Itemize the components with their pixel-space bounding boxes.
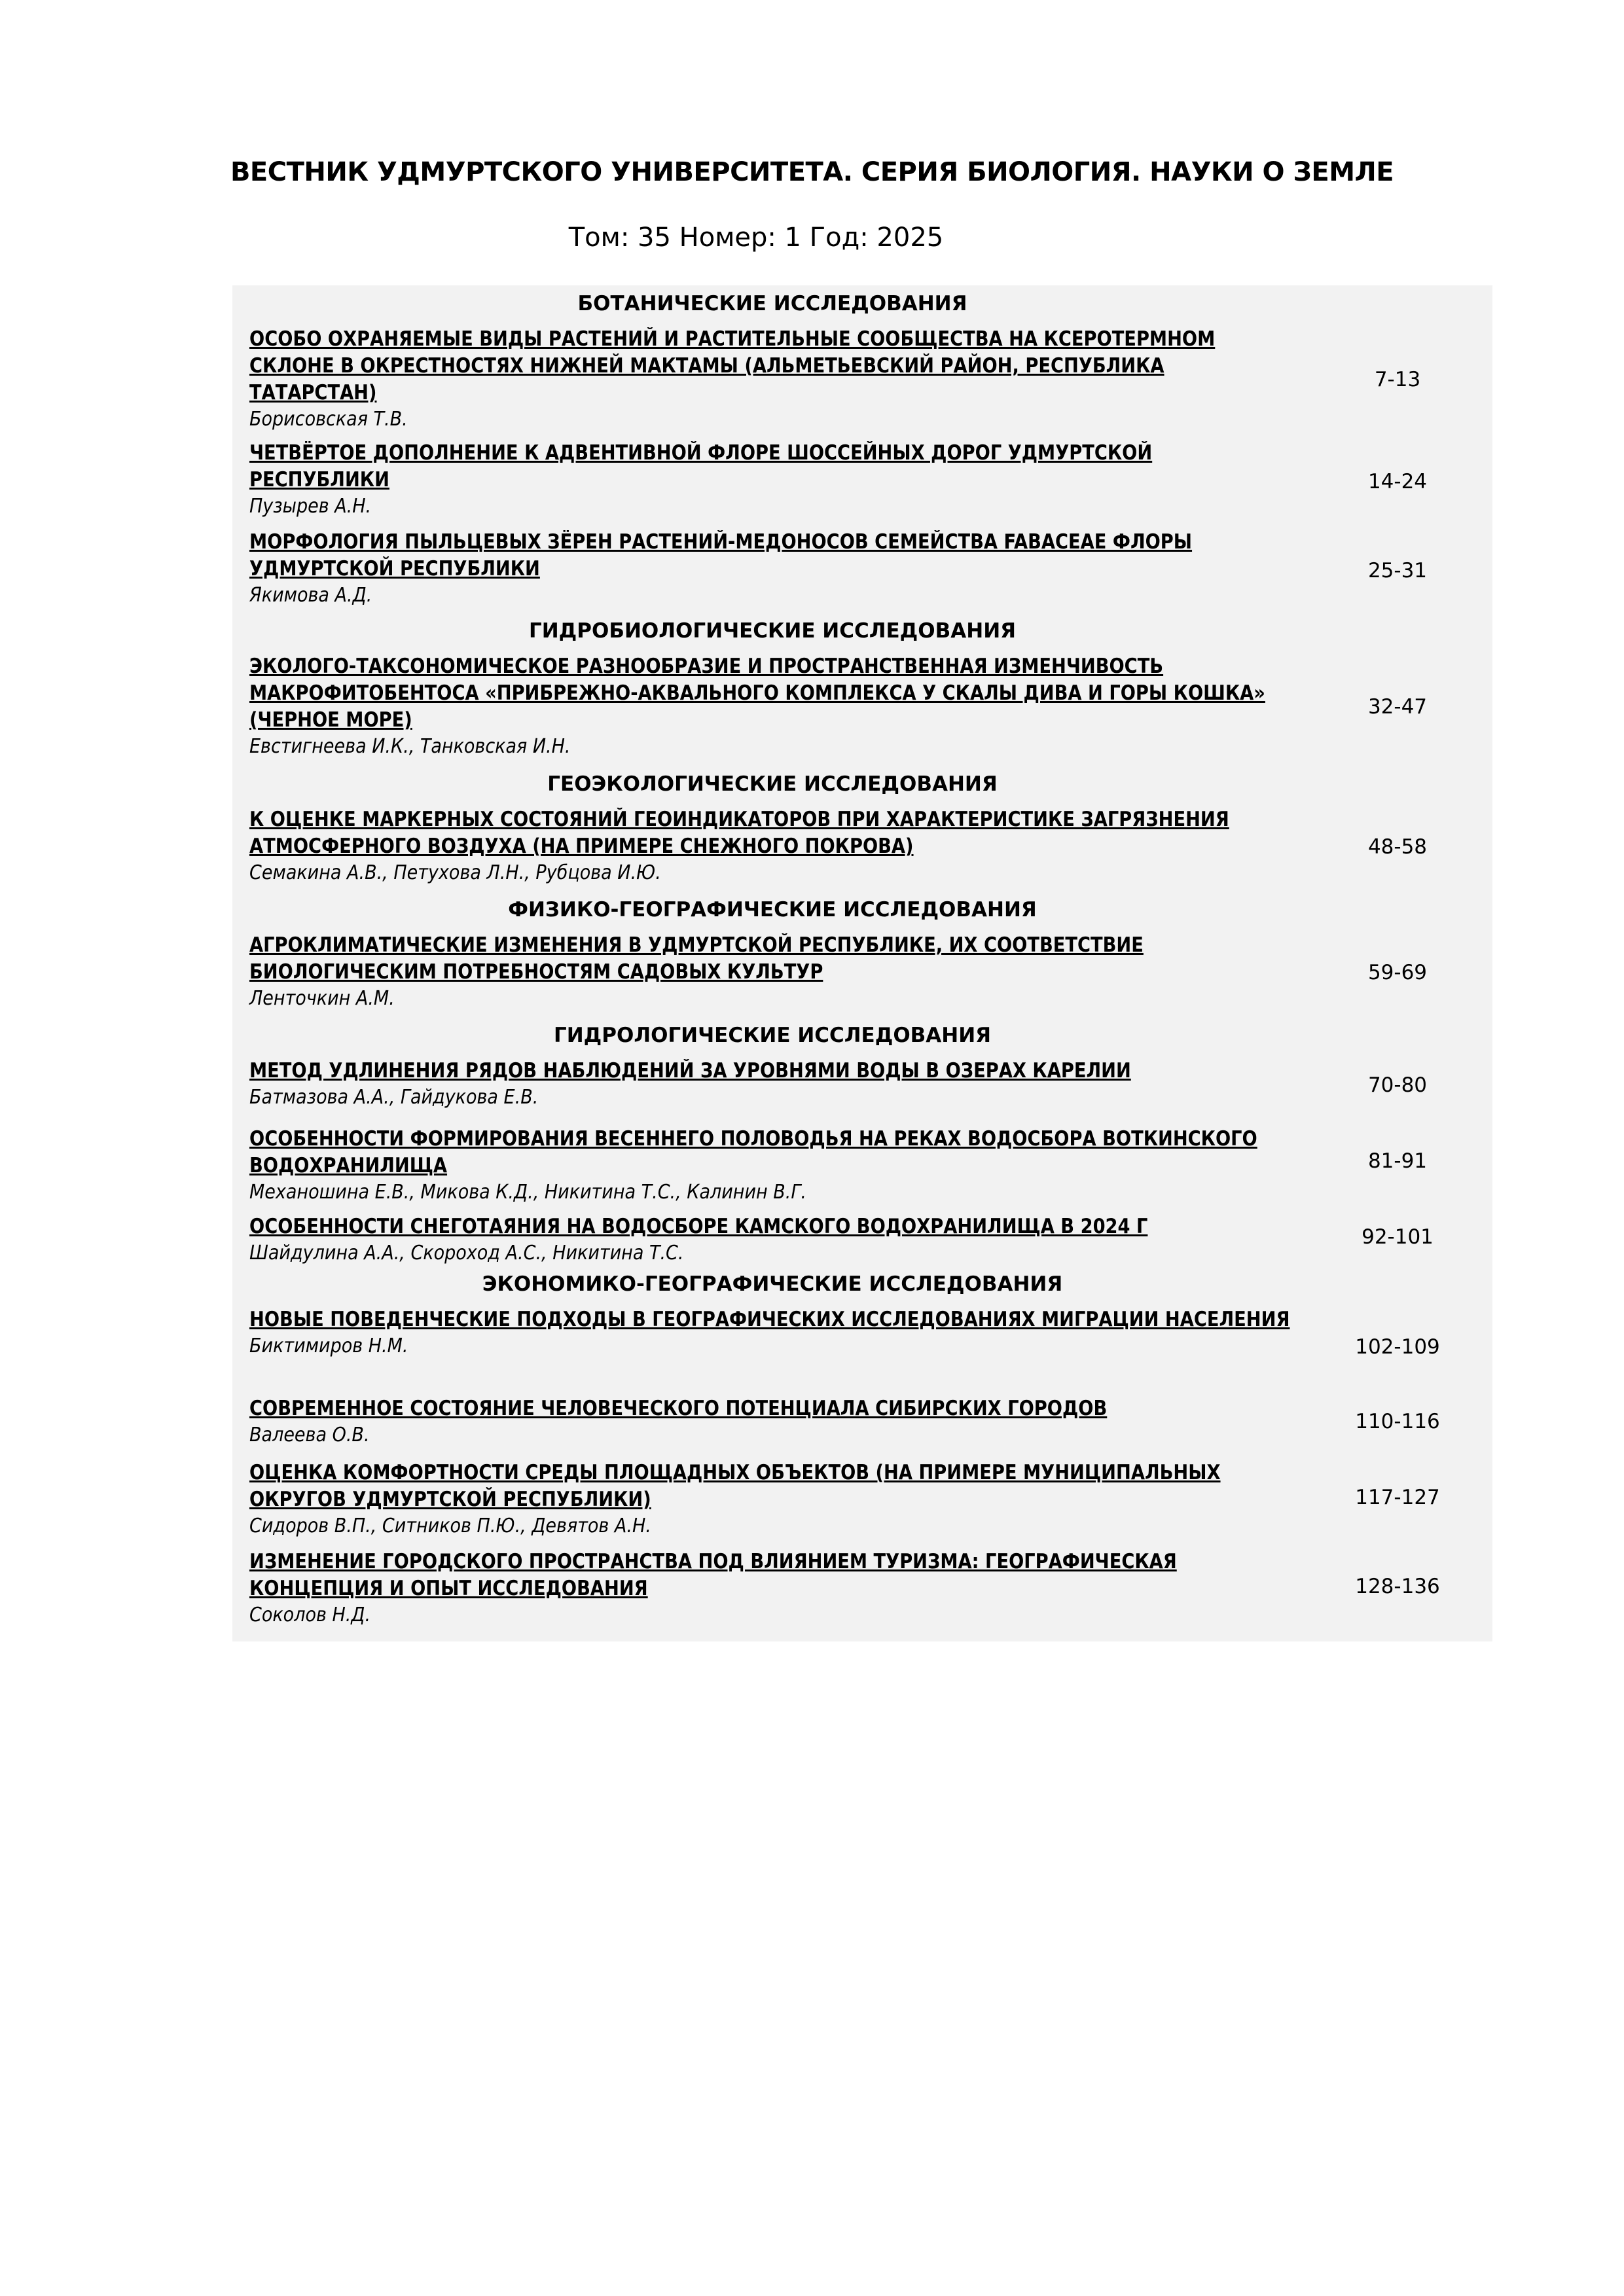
article-title-link[interactable]: НОВЫЕ ПОВЕДЕНЧЕСКИЕ ПОДХОДЫ В ГЕОГРАФИЧЕСКИХ ИССЛЕДОВАНИЯХ МИГРАЦИИ НАСЕЛЕНИЯ	[249, 1308, 1290, 1331]
article-authors: Валеева О.В.	[249, 1424, 370, 1446]
article-authors: Соколов Н.Д.	[249, 1604, 371, 1626]
article-authors: Шайдулина А.А., Скороход А.С., Никитина Т.С.	[249, 1242, 684, 1265]
article-authors: Механошина Е.В., Микова К.Д., Никитина Т.С., Калинин В.Г.	[249, 1181, 806, 1204]
article-title-link[interactable]: ОСОБЕННОСТИ СНЕГОТАЯНИЯ НА ВОДОСБОРЕ КАМСКОГО ВОДОХРАНИЛИЩА В 2024 Г	[249, 1215, 1148, 1238]
article-authors: Пузырев А.Н.	[249, 495, 372, 518]
article-pages: 102-109	[1355, 1335, 1440, 1359]
article-authors: Якимова А.Д.	[249, 584, 372, 607]
article-pages: 32-47	[1367, 695, 1428, 719]
article-pages: 59-69	[1367, 961, 1428, 984]
article-pages: 48-58	[1367, 835, 1428, 859]
article-title-link[interactable]: ОЦЕНКА КОМФОРТНОСТИ СРЕДЫ ПЛОЩАДНЫХ ОБЪЕКТОВ (НА ПРИМЕРЕ МУНИЦИПАЛЬНЫХ ОКРУГОВ УДМУРТСКОЙ РЕСПУБЛИКИ)	[249, 1461, 1221, 1511]
article-pages: 110-116	[1355, 1410, 1440, 1433]
section-heading: ГЕОЭКОЛОГИЧЕСКИЕ ИССЛЕДОВАНИЯ	[547, 772, 998, 796]
article-pages: 117-127	[1355, 1486, 1440, 1509]
article-authors: Борисовская Т.В.	[249, 408, 408, 431]
article-title-link[interactable]: ОСОБО ОХРАНЯЕМЫЕ ВИДЫ РАСТЕНИЙ И РАСТИТЕЛЬНЫЕ СООБЩЕСТВА НА КСЕРОТЕРМНОМ СКЛОНЕ В ОКРЕСТНОСТЯХ НИЖНЕЙ МАКТАМЫ (АЛЬМЕТЬЕВСКИЙ РАЙОН, РЕСПУБЛИКА ТАТАРСТАН)	[249, 327, 1216, 404]
article-authors: Батмазова А.А., Гайдукова Е.В.	[249, 1086, 539, 1109]
section-heading: ФИЗИКО-ГЕОГРАФИЧЕСКИЕ ИССЛЕДОВАНИЯ	[508, 898, 1037, 922]
section-heading: БОТАНИЧЕСКИЕ ИССЛЕДОВАНИЯ	[577, 292, 967, 315]
table-of-contents	[232, 285, 1492, 1641]
article-pages: 70-80	[1367, 1073, 1428, 1097]
article-title-link[interactable]: К ОЦЕНКЕ МАРКЕРНЫХ СОСТОЯНИЙ ГЕОИНДИКАТОРОВ ПРИ ХАРАКТЕРИСТИКЕ ЗАГРЯЗНЕНИЯ АТМОСФЕРНОГО ВОЗДУХА (НА ПРИМЕРЕ СНЕЖНОГО ПОКРОВА)	[249, 808, 1229, 858]
article-title-link[interactable]: МОРФОЛОГИЯ ПЫЛЬЦЕВЫХ ЗЁРЕН РАСТЕНИЙ-МЕДОНОСОВ СЕМЕЙСТВА FABACEAE ФЛОРЫ УДМУРТСКОЙ РЕСПУБЛИКИ	[249, 530, 1193, 581]
article-pages: 81-91	[1367, 1149, 1428, 1173]
article-title-link[interactable]: ЭКОЛОГО-ТАКСОНОМИЧЕСКОЕ РАЗНООБРАЗИЕ И ПРОСТРАНСТВЕННАЯ ИЗМЕНЧИВОСТЬ МАКРОФИТОБЕНТОСА «ПРИБРЕЖНО-АКВАЛЬНОГО КОМПЛЕКСА У СКАЛЫ ДИВА И ГОРЫ КОШКА» (ЧЕРНОЕ МОРЕ)	[249, 655, 1265, 732]
article-pages: 14-24	[1367, 470, 1428, 493]
article-title-link[interactable]: ОСОБЕННОСТИ ФОРМИРОВАНИЯ ВЕСЕННЕГО ПОЛОВОДЬЯ НА РЕКАХ ВОДОСБОРА ВОТКИНСКОГО ВОДОХРАНИЛИЩА	[249, 1127, 1257, 1177]
article-title-link[interactable]: СОВРЕМЕННОЕ СОСТОЯНИЕ ЧЕЛОВЕЧЕСКОГО ПОТЕНЦИАЛА СИБИРСКИХ ГОРОДОВ	[249, 1397, 1108, 1420]
article-authors: Сидоров В.П., Ситников П.Ю., Девятов А.Н.	[249, 1515, 651, 1537]
article-title-link[interactable]: ЧЕТВЁРТОЕ ДОПОЛНЕНИЕ К АДВЕНТИВНОЙ ФЛОРЕ ШОССЕЙНЫХ ДОРОГ УДМУРТСКОЙ РЕСПУБЛИКИ	[249, 441, 1153, 492]
article-pages: 92-101	[1362, 1225, 1434, 1249]
section-heading: ГИДРОЛОГИЧЕСКИЕ ИССЛЕДОВАНИЯ	[553, 1024, 992, 1047]
article-authors: Семакина А.В., Петухова Л.Н., Рубцова И.Ю.	[249, 861, 661, 884]
section-heading: ЭКОНОМИКО-ГЕОГРАФИЧЕСКИЕ ИССЛЕДОВАНИЯ	[482, 1272, 1063, 1296]
article-pages: 128-136	[1355, 1575, 1440, 1598]
article-authors: Биктимиров Н.М.	[249, 1335, 408, 1357]
section-heading: ГИДРОБИОЛОГИЧЕСКИЕ ИССЛЕДОВАНИЯ	[528, 619, 1017, 643]
article-title-link[interactable]: ИЗМЕНЕНИЕ ГОРОДСКОГО ПРОСТРАНСТВА ПОД ВЛИЯНИЕМ ТУРИЗМА: ГЕОГРАФИЧЕСКАЯ КОНЦЕПЦИЯ И ОПЫТ ИССЛЕДОВАНИЯ	[249, 1550, 1177, 1600]
journal-title: ВЕСТНИК УДМУРТСКОГО УНИВЕРСИТЕТА. СЕРИЯ БИОЛОГИЯ. НАУКИ О ЗЕМЛЕ	[230, 157, 1394, 187]
article-pages: 7-13	[1374, 368, 1421, 391]
article-authors: Евстигнеева И.К., Танковская И.Н.	[249, 735, 571, 758]
article-pages: 25-31	[1367, 559, 1428, 583]
article-authors: Ленточкин А.М.	[249, 987, 395, 1010]
article-title-link[interactable]: АГРОКЛИМАТИЧЕСКИЕ ИЗМЕНЕНИЯ В УДМУРТСКОЙ РЕСПУБЛИКЕ, ИХ СООТВЕТСТВИЕ БИОЛОГИЧЕСКИМ ПОТРЕБНОСТЯМ САДОВЫХ КУЛЬТУР	[249, 933, 1144, 984]
issue-info: Том: 35 Номер: 1 Год: 2025	[568, 223, 944, 253]
article-title-link[interactable]: МЕТОД УДЛИНЕНИЯ РЯДОВ НАБЛЮДЕНИЙ ЗА УРОВНЯМИ ВОДЫ В ОЗЕРАХ КАРЕЛИИ	[249, 1059, 1131, 1083]
